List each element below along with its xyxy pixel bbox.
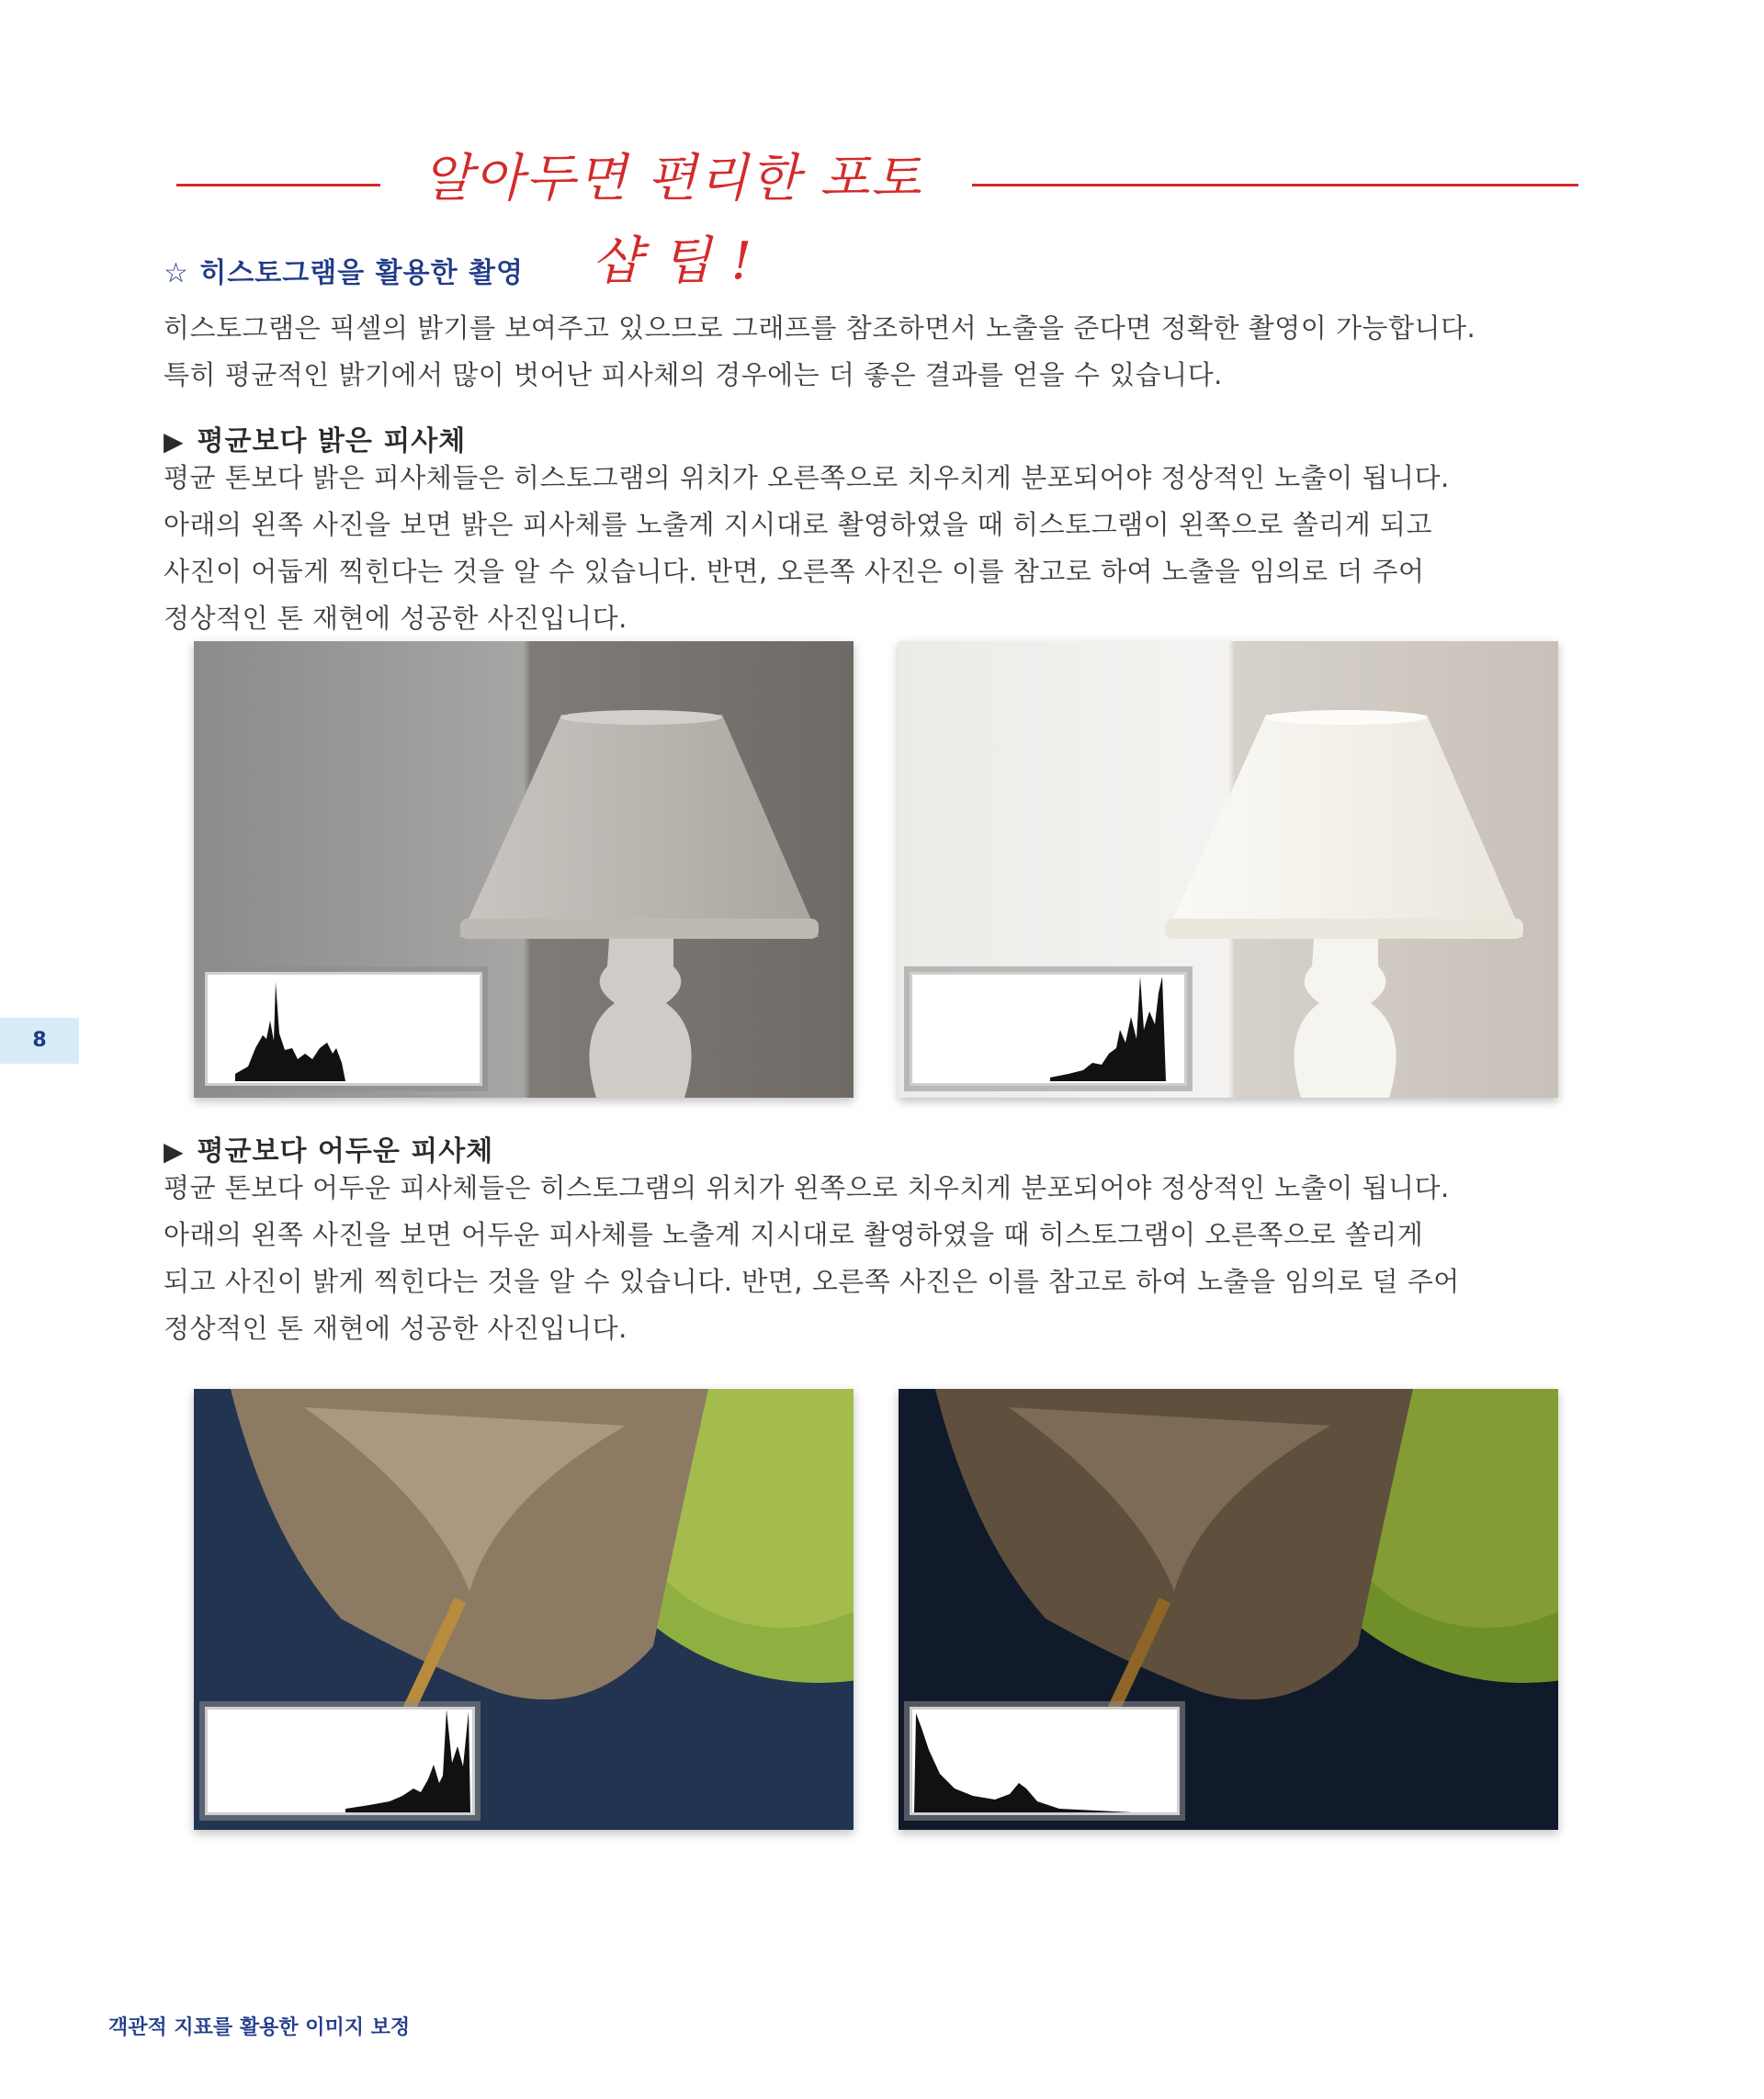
dark-heading-label: 평균보다 어두운 피사체: [197, 1135, 494, 1168]
histogram-panel: [205, 972, 482, 1086]
play-arrow-icon: ▶: [164, 1136, 185, 1167]
bright-line: 정상적인 톤 재현에 성공한 사진입니다.: [164, 603, 628, 634]
intro-paragraph: [164, 305, 1578, 399]
header-banner: 알아두면 편리한 포토샵 팁 !: [422, 149, 923, 291]
bright-line: 아래의 왼쪽 사진을 보면 밝은 피사체를 노출계 지시대로 촬영하였을 때 히스토그램이 왼쪽으로 쏠리게 되고: [164, 509, 1432, 540]
section-title: ☆ 히스토그램을 활용한 촬영: [164, 257, 525, 289]
footer-chapter-title: 객관적 지표를 활용한 이미지 보정: [108, 2016, 411, 2039]
page-number-tab: 8: [0, 1018, 79, 1064]
lamp-photo-corrected: [899, 641, 1558, 1098]
bright-heading-label: 평균보다 밝은 피사체: [197, 425, 467, 457]
lily-photo-corrected: [899, 1389, 1558, 1830]
dark-line: 아래의 왼쪽 사진을 보면 어두운 피사체를 노출계 지시대로 촬영하였을 때 히스토그램이 오른쪽으로 쏠리게: [164, 1219, 1424, 1250]
dark-paragraph: [164, 1165, 1578, 1352]
bright-line: 사진이 어둡게 찍힌다는 것을 알 수 있습니다. 반면, 오른쪽 사진은 이를 참고로 하여 노출을 임의로 더 주어: [164, 556, 1425, 587]
lily-photo-overexposed: [194, 1389, 854, 1830]
header-rule-left: [176, 184, 380, 186]
dark-line: 되고 사진이 밝게 찍힌다는 것을 알 수 있습니다. 반면, 오른쪽 사진은 이를 참고로 하여 노출을 임의로 덜 주어: [164, 1266, 1460, 1297]
bright-line: 평균 톤보다 밝은 피사체들은 히스토그램의 위치가 오른쪽으로 치우치게 분포되어야 정상적인 노출이 됩니다.: [164, 462, 1450, 493]
histogram-left-skew: [208, 975, 480, 1083]
intro-line: 히스토그램은 픽셀의 밝기를 보여주고 있으므로 그래프를 참조하면서 노출을 준다면 정확한 촬영이 가능합니다.: [164, 312, 1476, 344]
lamp-photo-underexposed: [194, 641, 854, 1098]
bright-heading: [164, 418, 466, 458]
histogram-right-skew: [208, 1710, 472, 1812]
histogram-panel: [910, 972, 1187, 1086]
histogram-left-skew: [912, 1710, 1177, 1812]
dark-line: 평균 톤보다 어두운 피사체들은 히스토그램의 위치가 왼쪽으로 치우치게 분포되어야 정상적인 노출이 됩니다.: [164, 1172, 1450, 1203]
play-arrow-icon: ▶: [164, 426, 185, 457]
intro-line: 특히 평균적인 밝기에서 많이 벗어난 피사체의 경우에는 더 좋은 결과를 얻을 수 있습니다.: [164, 359, 1223, 390]
histogram-panel: [205, 1707, 475, 1815]
bright-paragraph: [164, 455, 1578, 642]
histogram-right-skew: [912, 975, 1184, 1083]
dark-line: 정상적인 톤 재현에 성공한 사진입니다.: [164, 1313, 628, 1344]
dark-heading: [164, 1128, 493, 1168]
histogram-panel: [910, 1707, 1180, 1815]
header-rule-right: [972, 184, 1578, 186]
